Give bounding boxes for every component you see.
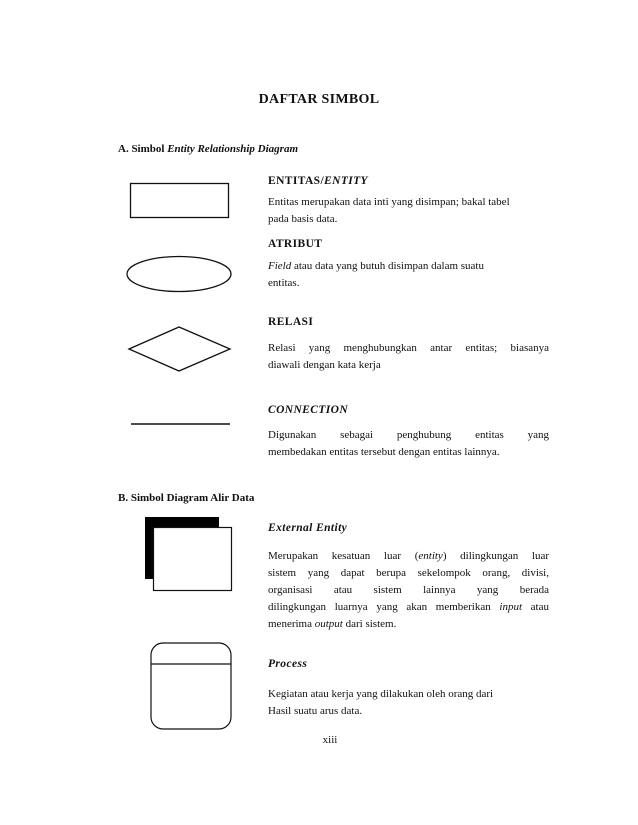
process-desc-line1: Kegiatan atau kerja yang dilakukan oleh orang dari (268, 688, 494, 700)
relation-heading: RELASI (268, 316, 314, 328)
section-a-label (118, 143, 298, 155)
attribute-desc-italic: Field (268, 260, 292, 272)
external-entity-p1-italic: entity (418, 550, 443, 562)
attribute-desc-line2: entitas. (268, 277, 300, 289)
entity-desc-line1: Entitas merupakan data inti yang disimpan; bakal tabel (268, 196, 510, 208)
attribute-desc-line1-rest: atau data yang butuh disimpan dalam suatu (291, 260, 484, 272)
process-symbol (150, 642, 234, 732)
external-entity-line4a: dilingkungan luarnya yang akan memberikan (268, 601, 500, 613)
process-desc-line2: Hasil suatu arus data. (268, 705, 363, 717)
external-entity-p1-rest: ) dilingkungan luar (442, 550, 549, 562)
external-entity-line5a: menerima (268, 618, 315, 630)
external-entity-symbol (145, 517, 235, 593)
attribute-desc-line1 (268, 258, 549, 275)
page-number: xiii (322, 734, 338, 746)
process-heading: Process (268, 658, 308, 670)
attribute-ellipse-symbol (126, 255, 232, 293)
entity-heading (268, 175, 368, 187)
connection-line-symbol (131, 422, 231, 426)
entity-rectangle-symbol (130, 183, 230, 219)
attribute-description (268, 258, 549, 292)
external-entity-line4-italic: input (499, 601, 523, 613)
relation-desc-line1: Relasi yang menghubungkan antar entitas; biasanya (268, 342, 549, 354)
external-entity-description (268, 548, 549, 633)
external-entity-line5b: dari sistem. (342, 618, 397, 630)
external-entity-p1: Merupakan kesatuan luar ( (268, 550, 419, 562)
section-a-emphasis: Entity Relationship Diagram (167, 143, 299, 155)
external-entity-line4b: atau (522, 601, 549, 613)
connection-desc-line1: Digunakan sebagai penghubung entitas yang (268, 429, 549, 441)
external-entity-line5-italic: output (314, 618, 343, 630)
relation-description (268, 340, 549, 374)
connection-desc-line2: membedakan entitas tersebut dengan entitas lainnya. (268, 446, 500, 458)
external-entity-desc-line1 (268, 548, 549, 565)
external-entity-desc-line5 (268, 616, 549, 633)
external-entity-desc-line2: sistem yang dapat berupa sekelompok orang, divisi, (268, 567, 549, 579)
connection-heading: CONNECTION (268, 404, 349, 416)
entity-description (268, 194, 549, 228)
section-a-prefix: A. Simbol (118, 143, 168, 155)
relation-desc-line2: diawali dengan kata kerja (268, 359, 381, 371)
external-entity-desc-line4 (268, 599, 549, 616)
external-entity-heading: External Entity (268, 522, 348, 534)
process-description (268, 686, 549, 720)
attribute-heading: ATRIBUT (268, 238, 323, 250)
relation-diamond-symbol (128, 326, 232, 372)
page-title: DAFTAR SIMBOL (258, 92, 380, 107)
entity-heading-plain: ENTITAS/ (268, 175, 325, 187)
entity-heading-italic: ENTITY (324, 175, 368, 187)
connection-description (268, 427, 549, 461)
external-entity-desc-line3: organisasi atau sistem lainnya yang berada (268, 584, 549, 596)
section-b-label: B. Simbol Diagram Alir Data (118, 492, 255, 504)
entity-desc-line2: pada basis data. (268, 213, 338, 225)
